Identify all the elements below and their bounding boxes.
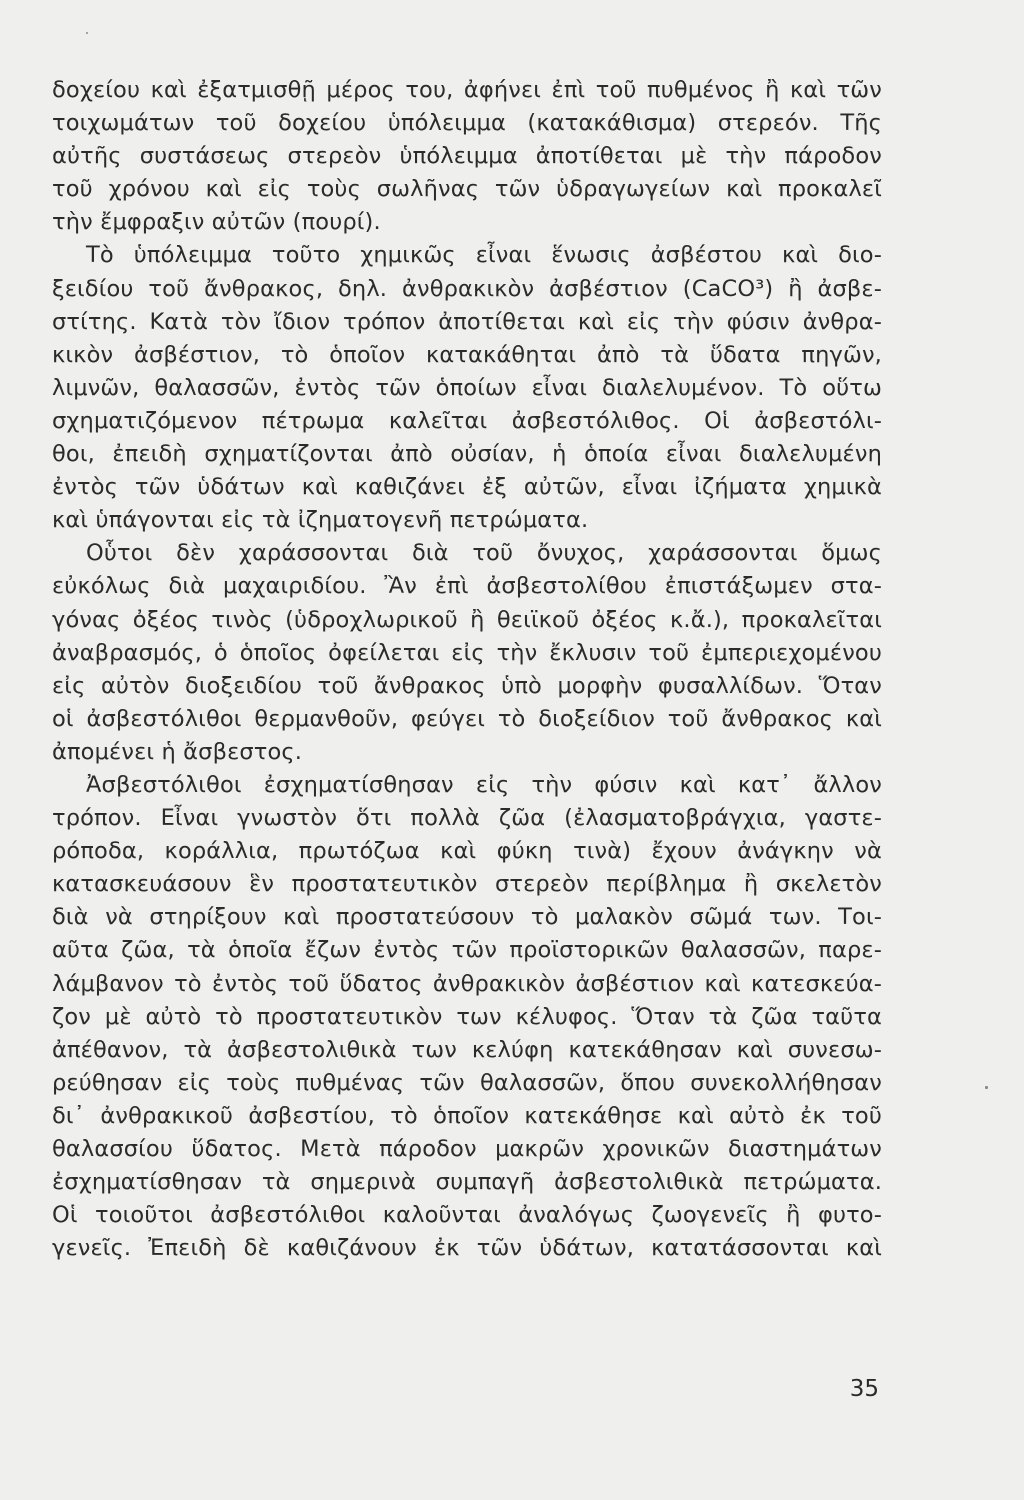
text-line: Οἱ τοιοῦτοι ἀσβεστόλιθοι καλοῦνται ἀναλόγως ζωογενεῖς ἢ φυτο- xyxy=(52,1202,882,1229)
text-line: γενεῖς. Ἐπειδὴ δὲ καθιζάνουν ἐκ τῶν ὑδάτων, κατατάσσονται καὶ xyxy=(52,1235,882,1262)
text-line: θοι, ἐπειδὴ σχηματίζονται ἀπὸ οὐσίαν, ἡ ὁποία εἶναι διαλελυμένη xyxy=(52,441,882,468)
text-line: τοιχωμάτων τοῦ δοχείου ὑπόλειμμα (κατακάθισμα) στερεόν. Τῆς xyxy=(52,110,882,137)
text-line: ζον μὲ αὐτὸ τὸ προστατευτικὸν των κέλυφος. Ὅταν τὰ ζῶα ταῦτα xyxy=(52,1003,882,1030)
text-line: τοῦ χρόνου καὶ εἰς τοὺς σωλῆνας τῶν ὑδραγωγείων καὶ προκαλεῖ xyxy=(52,176,882,203)
text-line: λιμνῶν, θαλασσῶν, ἐντὸς τῶν ὁποίων εἶναι διαλελυμένον. Τὸ οὕτω xyxy=(52,374,882,401)
text-line: στίτης. Κατὰ τὸν ἴδιον τρόπον ἀποτίθεται καὶ εἰς τὴν φύσιν ἀνθρα- xyxy=(52,308,882,335)
text-line: ἐντὸς τῶν ὑδάτων καὶ καθιζάνει ἐξ αὐτῶν, εἶναι ἰζήματα χημικὰ xyxy=(52,474,882,501)
text-line: Ἀσβεστόλιθοι ἐσχηματίσθησαν εἰς τὴν φύσιν καὶ κατ᾽ ἄλλον xyxy=(86,771,882,798)
text-line: αὐτῆς συστάσεως στερεὸν ὑπόλειμμα ἀποτίθεται μὲ τὴν πάροδον xyxy=(52,143,882,170)
text-line: δοχείου καὶ ἐξατμισθῇ μέρος του, ἀφήνει ἐπὶ τοῦ πυθμένος ἢ καὶ τῶν xyxy=(52,77,882,103)
text-line: ξειδίου τοῦ ἄνθρακος, δηλ. ἀνθρακικὸν ἀσβέστιον (CaCO³) ἢ ἀσβε- xyxy=(52,275,882,302)
text-line: Οὗτοι δὲν χαράσσονται διὰ τοῦ ὄνυχος, χαράσσονται ὅμως xyxy=(86,540,882,567)
text-line: Τὸ ὑπόλειμμα τοῦτο χημικῶς εἶναι ἕνωσις ἀσβέστου καὶ διο- xyxy=(86,242,882,269)
text-line: δι᾽ ἀνθρακικοῦ ἀσβεστίου, τὸ ὁποῖον κατεκάθησε καὶ αὐτὸ ἐκ τοῦ xyxy=(52,1102,882,1129)
text-line: λάμβανον τὸ ἐντὸς τοῦ ὕδατος ἀνθρακικὸν ἀσβέστιον καὶ κατεσκεύα- xyxy=(52,970,882,997)
text-line: κικὸν ἀσβέστιον, τὸ ὁποῖον κατακάθηται ἀπὸ τὰ ὕδατα πηγῶν, xyxy=(52,341,882,368)
text-line: ρόποδα, κοράλλια, πρωτόζωα καὶ φύκη τινὰ) ἔχουν ἀνάγκην νὰ xyxy=(52,838,882,865)
text-line: θαλασσίου ὕδατος. Μετὰ πάροδον μακρῶν χρονικῶν διαστημάτων xyxy=(52,1136,882,1162)
text-line: σχηματιζόμενον πέτρωμα καλεῖται ἀσβεστόλιθος. Οἱ ἀσβεστόλι- xyxy=(52,407,882,434)
text-line: ἐσχηματίσθησαν τὰ σημερινὰ συμπαγῆ ἀσβεστολιθικὰ πετρώματα. xyxy=(52,1169,882,1196)
text-line: ἀπομένει ἡ ἄσβεστος. xyxy=(52,738,303,765)
paper-speck xyxy=(985,1086,988,1089)
text-line: ἀναβρασμός, ὁ ὁποῖος ὀφείλεται εἰς τὴν ἔκλυσιν τοῦ ἐμπεριεχομένου xyxy=(52,639,882,666)
body-text xyxy=(52,74,882,1265)
text-line: διὰ νὰ στηρίξουν καὶ προστατεύσουν τὸ μαλακὸν σῶμά των. Τοι- xyxy=(52,904,882,931)
text-line: εὐκόλως διὰ μαχαιριδίου. Ἂν ἐπὶ ἀσβεστολίθου ἐπιστάξωμεν στα- xyxy=(52,573,882,600)
text-line: ρεύθησαν εἰς τοὺς πυθμένας τῶν θαλασσῶν, ὅπου συνεκολλήθησαν xyxy=(52,1069,882,1096)
text-line: γόνας ὀξέος τινὸς (ὑδροχλωρικοῦ ἢ θειϊκοῦ ὀξέος κ.ἄ.), προκαλεῖται xyxy=(52,606,882,633)
text-line: οἱ ἀσβεστόλιθοι θερμανθοῦν, φεύγει τὸ διοξείδιον τοῦ ἄνθρακος καὶ xyxy=(52,705,882,732)
text-line: κατασκευάσουν ἓν προστατευτικὸν στερεὸν περίβλημα ἢ σκελετὸν xyxy=(52,871,882,898)
page-number: 35 xyxy=(849,1376,879,1402)
text-line: εἰς αὐτὸν διοξειδίου τοῦ ἄνθρακος ὑπὸ μορφὴν φυσαλλίδων. Ὅταν xyxy=(52,672,882,699)
text-line: τρόπον. Εἶναι γνωστὸν ὅτι πολλὰ ζῶα (ἐλασματοβράγχια, γαστε- xyxy=(52,805,882,832)
text-line: ἀπέθανον, τὰ ἀσβεστολιθικὰ των κελύφη κατεκάθησαν καὶ συνεσω- xyxy=(52,1036,882,1063)
text-line: τὴν ἔμφραξιν αὐτῶν (πουρί). xyxy=(52,209,381,236)
paper-speck xyxy=(86,32,88,34)
text-line: καὶ ὑπάγονται εἰς τὰ ἰζηματογενῆ πετρώματα. xyxy=(52,507,589,534)
text-line: αῦτα ζῶα, τὰ ὁποῖα ἔζων ἐντὸς τῶν προϊστορικῶν θαλασσῶν, παρε- xyxy=(52,937,882,964)
